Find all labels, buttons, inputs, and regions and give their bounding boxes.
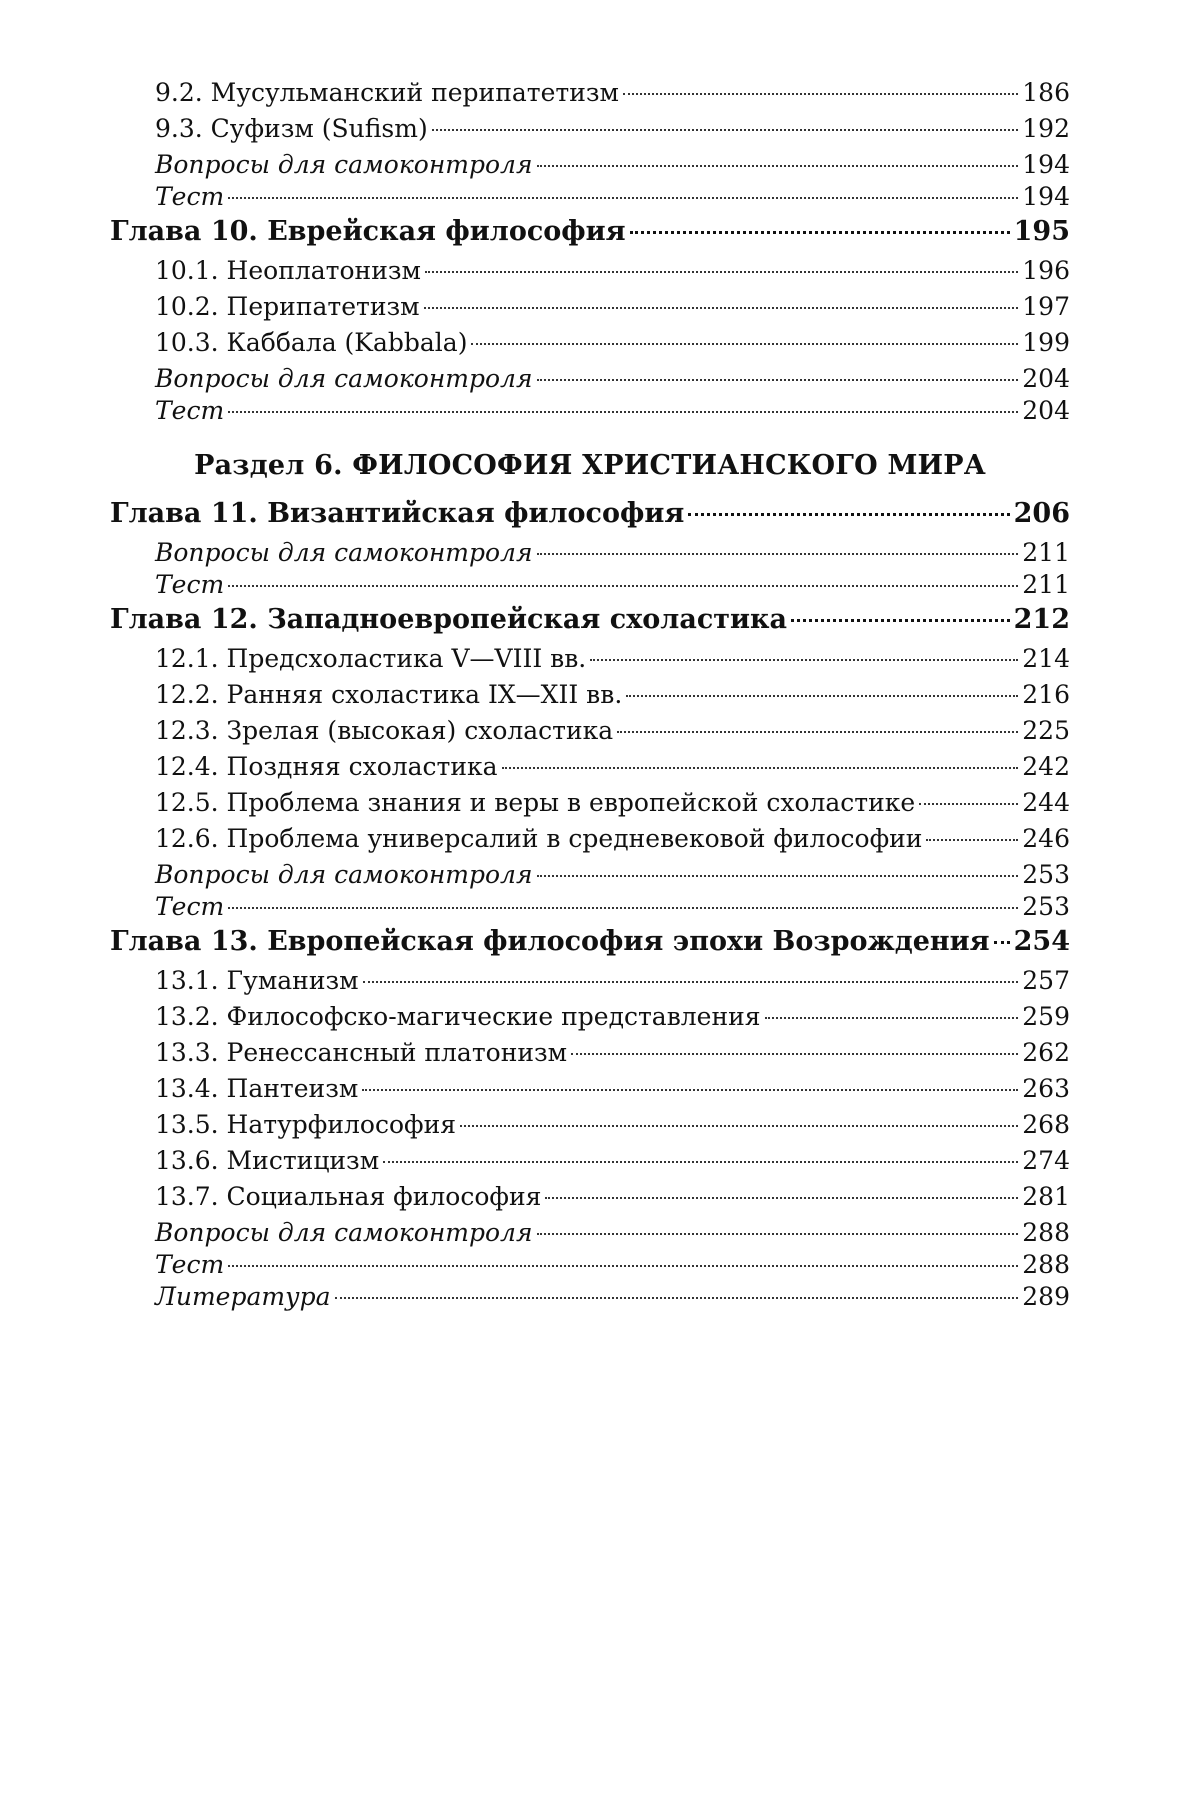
dot-leader	[626, 695, 1018, 697]
dot-leader	[994, 941, 1010, 944]
page-number: 196	[1022, 256, 1070, 285]
dot-leader	[228, 585, 1018, 587]
dot-leader	[537, 875, 1019, 877]
dot-leader	[432, 129, 1019, 131]
page-number: 289	[1022, 1282, 1070, 1311]
page-number: 216	[1022, 680, 1070, 709]
toc-subentry	[110, 752, 1070, 788]
toc-subentry-italic	[110, 1282, 1070, 1314]
toc-subentry	[110, 1182, 1070, 1218]
table-of-contents	[110, 78, 1070, 1314]
page-number: 194	[1022, 182, 1070, 211]
entry-title: Тест	[155, 892, 225, 921]
dot-leader	[590, 659, 1018, 661]
entry-title: 9.3. Суфизм (Sufism)	[155, 114, 428, 143]
section-heading: Раздел 6. ФИЛОСОФИЯ ХРИСТИАНСКОГО МИРА	[194, 449, 986, 481]
entry-title: Глава 11. Византийская философия	[110, 498, 685, 529]
dot-leader	[623, 93, 1018, 95]
entry-title: 13.6. Мистицизм	[155, 1146, 380, 1175]
chapter-entry	[110, 604, 1070, 644]
entry-title: 13.3. Ренессансный платонизм	[155, 1038, 568, 1067]
page-number: 268	[1022, 1110, 1070, 1139]
entry-title: 9.2. Мусульманский перипатетизм	[155, 78, 619, 107]
toc-subentry	[110, 1146, 1070, 1182]
entry-title: Тест	[155, 570, 225, 599]
dot-leader	[228, 907, 1018, 909]
page-number: 199	[1022, 328, 1070, 357]
toc-subentry	[110, 1038, 1070, 1074]
entry-title: 12.4. Поздняя схоластика	[155, 752, 498, 781]
page-number: 195	[1013, 216, 1070, 247]
toc-subentry-italic	[110, 892, 1070, 924]
dot-leader	[545, 1197, 1018, 1199]
toc-subentry-italic	[110, 182, 1070, 214]
page-number: 259	[1022, 1002, 1070, 1031]
toc-subentry	[110, 716, 1070, 752]
dot-leader	[425, 271, 1018, 273]
entry-title: 10.3. Каббала (Kabbala)	[155, 328, 468, 357]
dot-leader	[617, 731, 1018, 733]
toc-subentry	[110, 1002, 1070, 1038]
page-number: 242	[1022, 752, 1070, 781]
dot-leader	[537, 553, 1019, 555]
dot-leader	[228, 197, 1018, 199]
entry-title: 12.3. Зрелая (высокая) схоластика	[155, 716, 614, 745]
toc-subentry	[110, 328, 1070, 364]
page-number: 197	[1022, 292, 1070, 321]
toc-subentry-italic	[110, 860, 1070, 892]
entry-title: Глава 13. Европейская философия эпохи Возрождения	[110, 926, 990, 957]
dot-leader	[363, 981, 1019, 983]
toc-subentry	[110, 1074, 1070, 1110]
page-number: 204	[1022, 364, 1070, 393]
entry-title: Литература	[155, 1282, 331, 1311]
toc-subentry-italic	[110, 396, 1070, 428]
entry-title: Вопросы для самоконтроля	[155, 150, 533, 179]
entry-title: Вопросы для самоконтроля	[155, 364, 533, 393]
dot-leader	[537, 165, 1019, 167]
dot-leader	[335, 1297, 1019, 1299]
dot-leader	[688, 513, 1009, 516]
toc-subentry	[110, 644, 1070, 680]
page-number: 206	[1013, 498, 1070, 529]
toc-subentry	[110, 78, 1070, 114]
chapter-entry	[110, 498, 1070, 538]
entry-title: 10.2. Перипатетизм	[155, 292, 420, 321]
page-number: 263	[1022, 1074, 1070, 1103]
page-number: 288	[1022, 1218, 1070, 1247]
toc-subentry-italic	[110, 538, 1070, 570]
entry-title: 13.1. Гуманизм	[155, 966, 359, 995]
toc-subentry-italic	[110, 1218, 1070, 1250]
entry-title: Глава 10. Еврейская философия	[110, 216, 626, 247]
dot-leader	[228, 411, 1018, 413]
dot-leader	[471, 343, 1018, 345]
dot-leader	[765, 1017, 1019, 1019]
page-number: 204	[1022, 396, 1070, 425]
entry-title: Вопросы для самоконтроля	[155, 538, 533, 567]
entry-title: 13.7. Социальная философия	[155, 1182, 542, 1211]
page-number: 254	[1013, 926, 1070, 957]
chapter-entry	[110, 926, 1070, 966]
page-number: 257	[1022, 966, 1070, 995]
toc-subentry	[110, 1110, 1070, 1146]
toc-subentry-italic	[110, 150, 1070, 182]
page-number: 288	[1022, 1250, 1070, 1279]
dot-leader	[228, 1265, 1018, 1267]
dot-leader	[919, 803, 1018, 805]
entry-title: Тест	[155, 1250, 225, 1279]
dot-leader	[537, 1233, 1019, 1235]
toc-subentry	[110, 292, 1070, 328]
page-number: 253	[1022, 860, 1070, 889]
toc-subentry	[110, 114, 1070, 150]
page-number: 274	[1022, 1146, 1070, 1175]
toc-subentry-italic	[110, 1250, 1070, 1282]
page-number: 225	[1022, 716, 1070, 745]
toc-subentry-italic	[110, 570, 1070, 602]
page-number: 253	[1022, 892, 1070, 921]
entry-title: 12.6. Проблема универсалий в средневековой философии	[155, 824, 923, 853]
entry-title: Вопросы для самоконтроля	[155, 860, 533, 889]
dot-leader	[460, 1125, 1018, 1127]
dot-leader	[571, 1053, 1018, 1055]
page-number: 281	[1022, 1182, 1070, 1211]
dot-leader	[791, 619, 1010, 622]
page-number: 186	[1022, 78, 1070, 107]
dot-leader	[630, 231, 1010, 234]
page-number: 244	[1022, 788, 1070, 817]
dot-leader	[502, 767, 1019, 769]
toc-subentry-italic	[110, 364, 1070, 396]
toc-subentry	[110, 966, 1070, 1002]
page-number: 211	[1022, 538, 1070, 567]
entry-title: 13.4. Пантеизм	[155, 1074, 359, 1103]
dot-leader	[362, 1089, 1018, 1091]
toc-subentry	[110, 680, 1070, 716]
entry-title: 13.2. Философско-магические представления	[155, 1002, 761, 1031]
page-number: 246	[1022, 824, 1070, 853]
toc-subentry	[110, 824, 1070, 860]
entry-title: 12.5. Проблема знания и веры в европейской схоластике	[155, 788, 916, 817]
dot-leader	[424, 307, 1019, 309]
chapter-entry	[110, 216, 1070, 256]
entry-title: Тест	[155, 396, 225, 425]
page-number: 211	[1022, 570, 1070, 599]
entry-title: Тест	[155, 182, 225, 211]
page-number: 212	[1013, 604, 1070, 635]
page-number: 214	[1022, 644, 1070, 673]
toc-subentry	[110, 788, 1070, 824]
entry-title: 13.5. Натурфилософия	[155, 1110, 457, 1139]
entry-title: Вопросы для самоконтроля	[155, 1218, 533, 1247]
page-number: 192	[1022, 114, 1070, 143]
entry-title: 12.1. Предсхоластика V—VIII вв.	[155, 644, 587, 673]
dot-leader	[537, 379, 1019, 381]
entry-title: 10.1. Неоплатонизм	[155, 256, 421, 285]
dot-leader	[383, 1161, 1018, 1163]
toc-subentry	[110, 256, 1070, 292]
entry-title: 12.2. Ранняя схоластика IX—XII вв.	[155, 680, 623, 709]
page-number: 262	[1022, 1038, 1070, 1067]
entry-title: Глава 12. Западноевропейская схоластика	[110, 604, 788, 635]
dot-leader	[926, 839, 1018, 841]
page-number: 194	[1022, 150, 1070, 179]
